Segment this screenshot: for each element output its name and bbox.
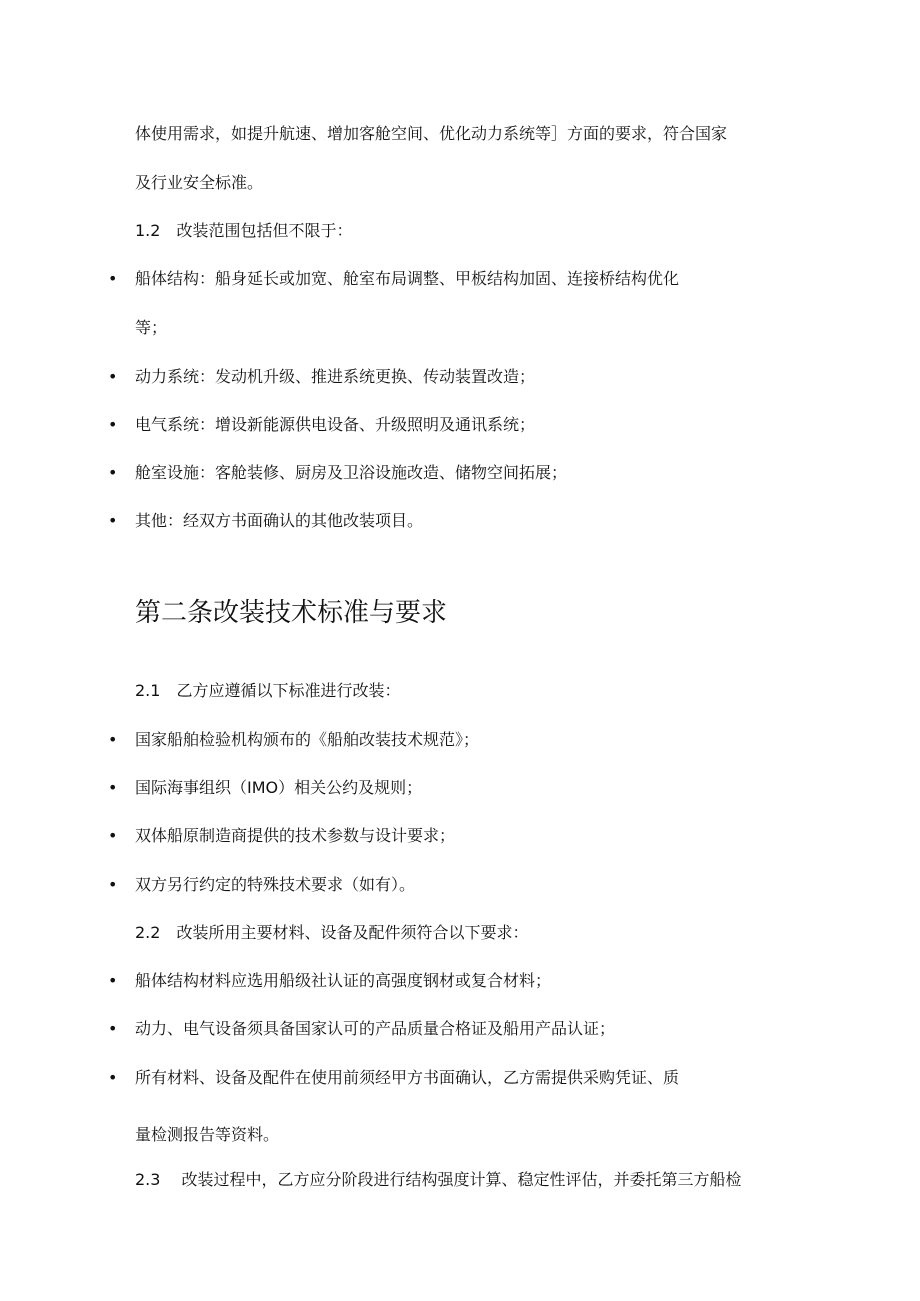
clause-2-3: 2.3 改装过程中，乙方应分阶段进行结构强度计算、稳定性评估，并委托第三方船检	[135, 1170, 742, 1189]
list-item-continuation: 等；	[135, 318, 168, 337]
list-item: 舱室设施：客舱装修、厨房及卫浴设施改造、储物空间拓展；	[135, 463, 568, 482]
bullet-icon: •	[108, 826, 118, 845]
bullet-icon: •	[108, 1068, 118, 1087]
list-item: 双方另行约定的特殊技术要求（如有）。	[135, 875, 416, 894]
section-heading: 第二条改装技术标准与要求	[135, 598, 448, 628]
list-item: 双体船原制造商提供的技术参数与设计要求；	[135, 826, 456, 845]
clause-2-1: 2.1 乙方应遵循以下标准进行改装：	[135, 681, 401, 700]
paragraph-continuation-line: 体使用需求，如提升航速、增加客舱空间、优化动力系统等］方面的要求，符合国家	[135, 124, 728, 143]
clause-2-2: 2.2 改装所用主要材料、设备及配件须符合以下要求：	[135, 923, 529, 942]
list-item: 其他：经双方书面确认的其他改装项目。	[135, 511, 424, 530]
list-item: 国际海事组织（IMO）相关公约及规则；	[135, 778, 423, 797]
bullet-icon: •	[108, 415, 118, 434]
list-item: 船体结构：船身延长或加宽、舱室布局调整、甲板结构加固、连接桥结构优化	[135, 269, 680, 288]
bullet-icon: •	[108, 367, 118, 386]
list-item: 动力系统：发动机升级、推进系统更换、传动装置改造；	[135, 367, 536, 386]
list-item: 船体结构材料应选用船级社认证的高强度钢材或复合材料；	[135, 971, 552, 990]
list-item: 所有材料、设备及配件在使用前须经甲方书面确认，乙方需提供采购凭证、质	[135, 1068, 680, 1087]
bullet-icon: •	[108, 730, 118, 749]
bullet-icon: •	[108, 269, 118, 288]
list-item: 电气系统：增设新能源供电设备、升级照明及通讯系统；	[135, 415, 536, 434]
bullet-icon: •	[108, 778, 118, 797]
bullet-icon: •	[108, 511, 118, 530]
bullet-icon: •	[108, 463, 118, 482]
list-item: 国家船舶检验机构颁布的《船舶改装技术规范》；	[135, 730, 480, 749]
paragraph-continuation-line: 及行业安全标准。	[135, 173, 264, 192]
list-item: 动力、电气设备须具备国家认可的产品质量合格证及船用产品认证；	[135, 1019, 616, 1038]
clause-1-2: 1.2 改装范围包括但不限于：	[135, 221, 353, 240]
list-item-continuation: 量检测报告等资料。	[135, 1125, 280, 1144]
bullet-icon: •	[108, 1019, 118, 1038]
bullet-icon: •	[108, 875, 118, 894]
bullet-icon: •	[108, 971, 118, 990]
